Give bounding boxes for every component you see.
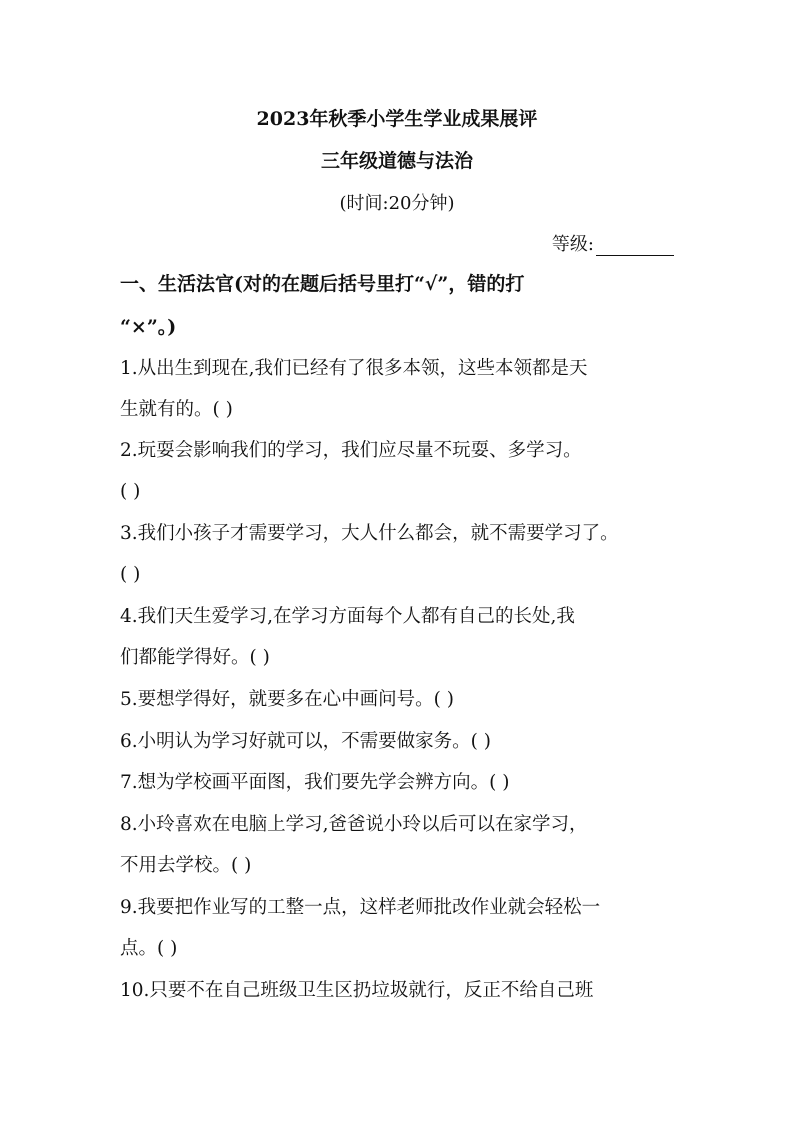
time-limit-note: (时间:20分钟)	[339, 193, 455, 214]
question-1-line-1: 1.从出生到现在,我们已经有了很多本领，这些本领都是天	[120, 358, 588, 379]
question-8-line-2: 不用去学校。( )	[120, 855, 252, 876]
question-2-line-2: ( )	[120, 481, 141, 502]
question-2-line-1: 2.玩耍会影响我们的学习，我们应尽量不玩耍、多学习。	[120, 440, 582, 461]
question-4-line-1: 4.我们天生爱学习,在学习方面每个人都有自己的长处,我	[120, 606, 575, 627]
question-10-line-1: 10.只要不在自己班级卫生区扔垃圾就行，反正不给自己班	[120, 980, 594, 1001]
question-6: 6.小明认为学习好就可以，不需要做家务。( )	[120, 731, 491, 752]
question-4-line-2: 们都能学得好。( )	[120, 647, 270, 668]
question-7: 7.想为学校画平面图，我们要先学会辨方向。( )	[120, 772, 510, 793]
question-5: 5.要想学得好，就要多在心中画问号。( )	[120, 689, 454, 710]
question-9-line-2: 点。( )	[120, 938, 178, 959]
page-subtitle: 三年级道德与法治	[320, 150, 473, 172]
question-3-line-2: ( )	[120, 564, 141, 585]
question-1-line-2: 生就有的。( )	[120, 399, 233, 420]
section-heading-line-1: 一、生活法官(对的在题后括号里打“√”，错的打	[120, 273, 525, 295]
question-8-line-1: 8.小玲喜欢在电脑上学习,爸爸说小玲以后可以在家学习，	[120, 814, 588, 835]
grade-label: 等级:	[551, 234, 594, 255]
section-heading-line-2: “×”。)	[120, 316, 177, 338]
grade-field	[552, 230, 674, 256]
grade-blank-line	[596, 237, 674, 256]
question-3-line-1: 3.我们小孩子才需要学习，大人什么都会，就不需要学习了。	[120, 523, 619, 544]
question-9-line-1: 9.我要把作业写的工整一点，这样老师批改作业就会轻松一	[120, 897, 601, 918]
page-title: 2023年秋季小学生学业成果展评	[256, 108, 538, 130]
